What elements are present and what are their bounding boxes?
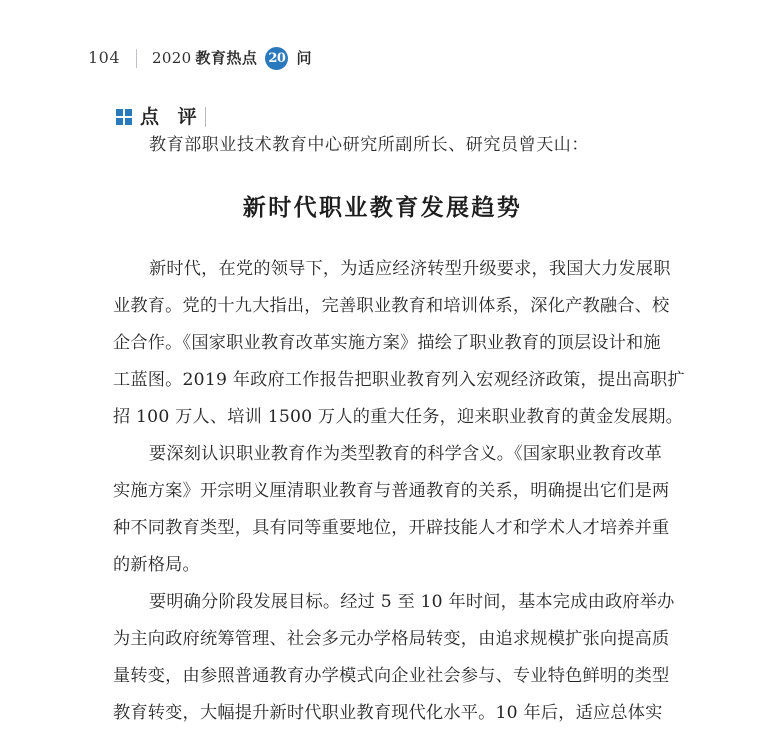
paragraph-line: 教育转变，大幅提升新时代职业教育现代化水平。10 年后，适应总体实 bbox=[113, 703, 663, 723]
paragraph-line: 业教育。党的十九大指出，完善职业教育和培训体系，深化产教融合、校 bbox=[113, 296, 670, 316]
running-header bbox=[88, 45, 311, 71]
grid-square-1 bbox=[116, 109, 123, 116]
header-divider bbox=[136, 49, 137, 68]
grid-square-2 bbox=[125, 109, 132, 116]
section-heading bbox=[116, 104, 206, 130]
grid-2x2-icon bbox=[116, 109, 132, 125]
paragraph-line: 实施方案》开宗明义厘清职业教育与普通教育的关系，明确提出它们是两 bbox=[113, 481, 670, 501]
paragraph-line: 要深刻认识职业教育作为类型教育的科学含义。《国家职业教育改革 bbox=[149, 444, 663, 464]
article-title: 新时代职业教育发展趋势 bbox=[242, 194, 523, 221]
book-title-suffix: 问 bbox=[296, 48, 312, 67]
paragraph-2 bbox=[113, 436, 670, 584]
grid-square-4 bbox=[125, 118, 132, 125]
paragraph-line: 量转变，由参照普通教育办学模式向企业社会参与、专业特色鲜明的类型 bbox=[113, 666, 670, 686]
book-title-text: 教育热点 bbox=[195, 48, 258, 67]
byline: 教育部职业技术教育中心研究所副所长、研究员曾天山： bbox=[149, 135, 589, 155]
book-title-year: 2020 bbox=[152, 48, 192, 67]
paragraph-line: 新时代，在党的领导下，为适应经济转型升级要求，我国大力发展职 bbox=[149, 259, 671, 279]
book-title bbox=[152, 47, 311, 70]
paragraph-3 bbox=[113, 584, 675, 732]
article-body bbox=[113, 251, 685, 732]
page-number: 104 bbox=[88, 48, 121, 67]
paragraph-line: 要明确分阶段发展目标。经过 5 至 10 年时间，基本完成由政府举办 bbox=[149, 592, 675, 612]
issue-number-badge: 20 bbox=[265, 47, 288, 70]
paragraph-line: 招 100 万人、培训 1500 万人的重大任务，迎来职业教育的黄金发展期。 bbox=[113, 407, 684, 427]
paragraph-line: 工蓝图。2019 年政府工作报告把职业教育列入宏观经济政策，提出高职扩 bbox=[113, 370, 685, 390]
paragraph-line: 种不同教育类型，具有同等重要地位，开辟技能人才和学术人才培养并重 bbox=[113, 518, 670, 538]
paragraph-line: 企合作。《国家职业教育改革实施方案》描绘了职业教育的顶层设计和施 bbox=[113, 333, 661, 353]
paragraph-line: 为主向政府统筹管理、社会多元办学格局转变，由追求规模扩张向提高质 bbox=[113, 629, 670, 649]
section-heading-label: 点 评 bbox=[140, 105, 203, 128]
section-heading-bar bbox=[205, 107, 206, 127]
paragraph-line: 的新格局。 bbox=[113, 555, 200, 575]
grid-square-3 bbox=[116, 118, 123, 125]
paragraph-1 bbox=[113, 251, 685, 436]
